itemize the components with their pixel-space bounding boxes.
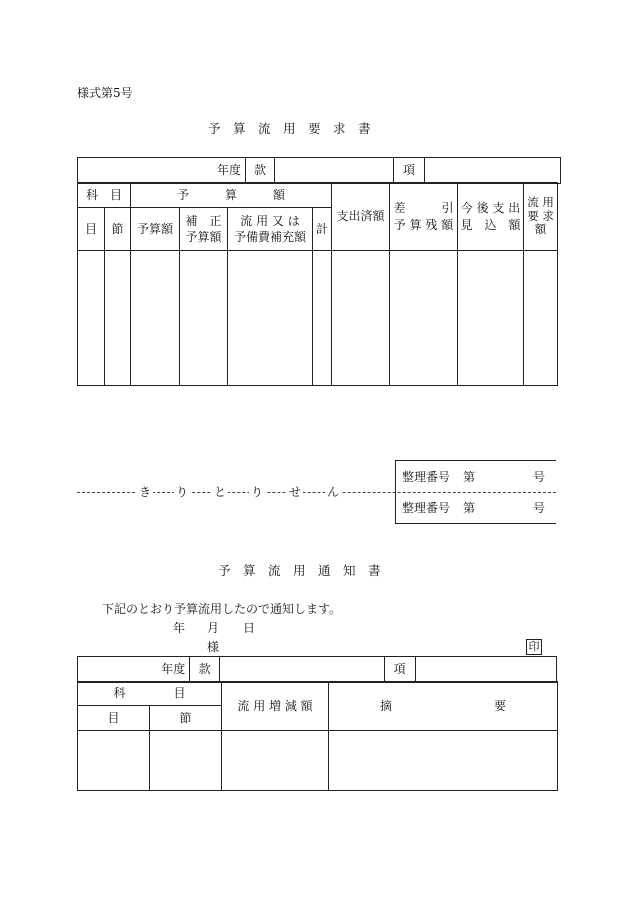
data-cell bbox=[105, 251, 131, 386]
cut-char: ん bbox=[327, 485, 340, 499]
kongo-header bbox=[458, 183, 524, 251]
yokyu-line1: 流 用 bbox=[527, 194, 554, 209]
zougen-header: 流 用 増 減 額 bbox=[222, 682, 329, 731]
notice-title: 予 算 流 用 通 知 書 bbox=[218, 563, 381, 578]
cut-char: き bbox=[139, 485, 152, 499]
request-table bbox=[77, 182, 558, 386]
date-tsuki: 月 bbox=[207, 621, 220, 635]
kongo-line2: 見 込 額 bbox=[460, 217, 521, 232]
seiri-dai-bottom: 第 bbox=[463, 501, 476, 515]
request-data-row bbox=[78, 251, 558, 386]
data-cell bbox=[131, 251, 180, 386]
cut-char: り bbox=[176, 485, 189, 499]
yokyu-header bbox=[524, 183, 558, 251]
request-nendo-cell bbox=[78, 158, 246, 184]
request-kan-value bbox=[275, 158, 394, 184]
kamoku-header: 科 目 bbox=[78, 183, 131, 208]
notice-body: 下記のとおり予算流用したので通知します。 bbox=[102, 602, 342, 616]
sashihiki-line2: 予 算 残 額 bbox=[393, 217, 454, 232]
notice-setsu-header: 節 bbox=[150, 706, 222, 731]
moku-header: 目 bbox=[78, 208, 105, 251]
seiri-box-top bbox=[395, 460, 556, 461]
data-cell bbox=[78, 731, 150, 791]
data-cell bbox=[458, 251, 524, 386]
shishutsu-header: 支出済額 bbox=[332, 183, 390, 251]
data-cell bbox=[313, 251, 332, 386]
date-nen: 年 bbox=[173, 621, 186, 635]
data-cell bbox=[332, 251, 390, 386]
tekiyo-b: 要 bbox=[494, 698, 507, 713]
data-cell bbox=[228, 251, 313, 386]
data-cell bbox=[390, 251, 458, 386]
notice-nendo-label: 年度 bbox=[161, 662, 186, 677]
ryuyo-line1: 流 用 又 は bbox=[240, 213, 300, 228]
tekiyo-header bbox=[329, 682, 558, 731]
date-hi: 日 bbox=[243, 621, 256, 635]
cut-char: り bbox=[251, 485, 264, 499]
request-kan-label: 款 bbox=[246, 158, 275, 184]
data-cell bbox=[329, 731, 558, 791]
yosan-header: 予算額 bbox=[131, 208, 180, 251]
seal-mark: 印 bbox=[526, 639, 542, 655]
request-title: 予 算 流 用 要 求 書 bbox=[208, 121, 371, 136]
notice-data-row bbox=[78, 731, 558, 791]
notice-kan-value bbox=[220, 657, 384, 683]
notice-kan-label: 款 bbox=[190, 657, 220, 683]
seiri-go-top: 号 bbox=[533, 470, 546, 484]
request-kou-label: 項 bbox=[394, 158, 425, 184]
kongo-line1: 今 後 支 出 bbox=[460, 201, 521, 216]
seiri-label-bottom: 整理番号 bbox=[402, 501, 451, 515]
tekiyo-a: 摘 bbox=[380, 698, 393, 713]
request-nendo-label: 年度 bbox=[216, 163, 241, 178]
data-cell bbox=[78, 251, 105, 386]
notice-kou-label: 項 bbox=[384, 657, 415, 683]
ryuyo-line2: 予備費補充額 bbox=[234, 230, 307, 244]
notice-header-row bbox=[77, 656, 557, 683]
ryuyo-header bbox=[228, 208, 313, 251]
hosei-line1: 補 正 bbox=[185, 213, 222, 228]
seiri-box-bottom bbox=[395, 523, 556, 524]
data-cell bbox=[524, 251, 558, 386]
kei-header: 計 bbox=[313, 208, 332, 251]
hosei-line2: 予算額 bbox=[185, 230, 222, 244]
notice-kamoku-header: 科 目 bbox=[78, 682, 222, 706]
cut-char: と bbox=[214, 485, 227, 499]
seiri-dai-top: 第 bbox=[463, 470, 476, 484]
request-header-row bbox=[77, 157, 561, 184]
addressee-sama: 様 bbox=[207, 640, 220, 654]
notice-kou-value bbox=[415, 657, 556, 683]
yokyu-line3: 額 bbox=[534, 222, 547, 237]
notice-moku-header: 目 bbox=[78, 706, 150, 731]
form-number: 様式第5号 bbox=[77, 86, 133, 100]
notice-nendo-cell bbox=[78, 657, 190, 683]
data-cell bbox=[222, 731, 329, 791]
sashihiki-header bbox=[390, 183, 458, 251]
hosei-header bbox=[180, 208, 228, 251]
cut-char: せ bbox=[289, 485, 302, 499]
setsu-header: 節 bbox=[105, 208, 131, 251]
request-kou-value bbox=[425, 158, 561, 184]
data-cell bbox=[150, 731, 222, 791]
data-cell bbox=[180, 251, 228, 386]
seiri-label-top: 整理番号 bbox=[402, 470, 451, 484]
notice-table bbox=[77, 681, 558, 791]
yokyu-line2: 要 求 bbox=[527, 208, 554, 223]
yosangaku-header: 予 算 額 bbox=[131, 183, 332, 208]
sashihiki-line1: 差 引 bbox=[393, 201, 454, 216]
seiri-go-bottom: 号 bbox=[533, 501, 546, 515]
